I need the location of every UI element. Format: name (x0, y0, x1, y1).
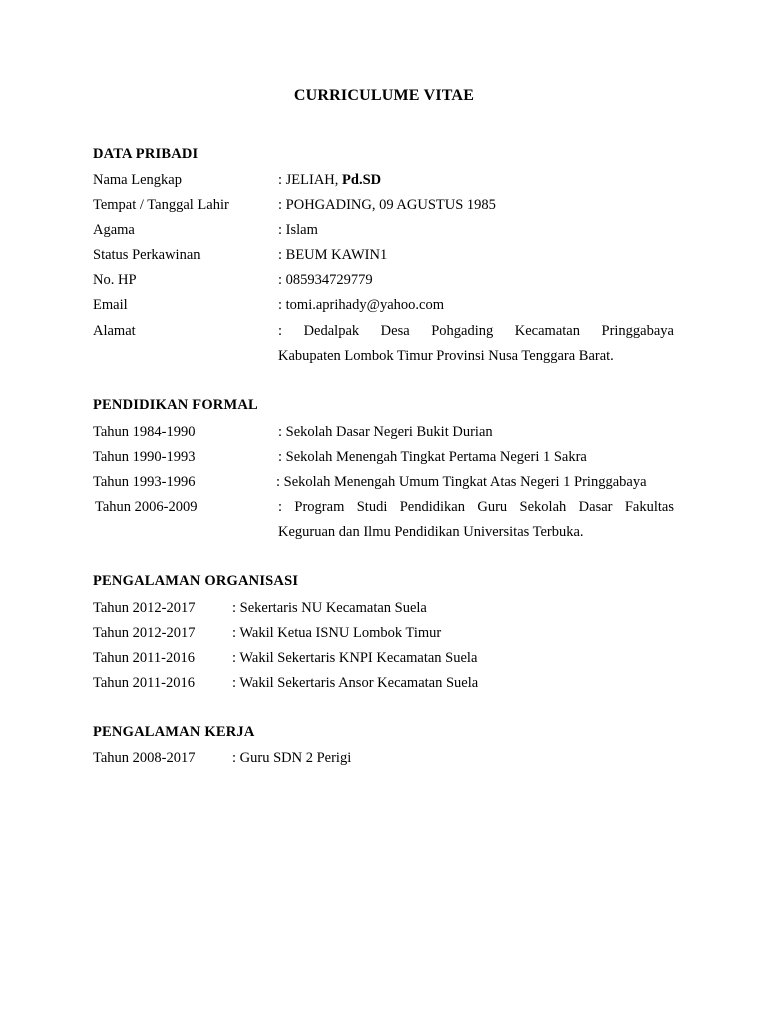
section-heading-data-pribadi: DATA PRIBADI (93, 146, 199, 162)
label-hp: No. HP (93, 272, 137, 288)
value-pendidikan-4-cont: Keguruan dan Ilmu Pendidikan Universitas Terbuka. (278, 524, 584, 540)
label-status: Status Perkawinan (93, 247, 201, 263)
value-nama-text: : JELIAH, (278, 172, 343, 188)
label-email: Email (93, 297, 128, 313)
label-pendidikan-1: Tahun 1984-1990 (93, 424, 196, 440)
value-pendidikan-4: : Program Studi Pendidikan Guru Sekolah Dasar Fakultas (278, 499, 674, 515)
value-organisasi-3: : Wakil Sekertaris KNPI Kecamatan Suela (232, 650, 478, 666)
value-nama-degree: Pd.SD (342, 172, 382, 188)
value-pendidikan-3: : Sekolah Menengah Umum Tingkat Atas Negeri 1 Pringgabaya (276, 474, 647, 490)
value-pendidikan-1: : Sekolah Dasar Negeri Bukit Durian (278, 424, 493, 440)
label-alamat: Alamat (93, 323, 136, 339)
section-heading-kerja: PENGALAMAN KERJA (93, 724, 255, 740)
label-nama: Nama Lengkap (93, 172, 182, 188)
value-nama (278, 170, 381, 190)
section-heading-pendidikan: PENDIDIKAN FORMAL (93, 397, 258, 413)
value-organisasi-4: : Wakil Sekertaris Ansor Kecamatan Suela (232, 675, 479, 691)
value-organisasi-1: : Sekertaris NU Kecamatan Suela (232, 600, 427, 616)
label-kerja-1: Tahun 2008-2017 (93, 750, 196, 766)
label-pendidikan-4: Tahun 2006-2009 (95, 499, 198, 515)
label-pendidikan-2: Tahun 1990-1993 (93, 449, 196, 465)
value-kerja-1: : Guru SDN 2 Perigi (232, 750, 352, 766)
label-organisasi-4: Tahun 2011-2016 (93, 675, 195, 691)
value-alamat-cont: Kabupaten Lombok Timur Provinsi Nusa Tenggara Barat. (278, 348, 614, 364)
label-agama: Agama (93, 222, 135, 238)
page-title: CURRICULUME VITAE (293, 87, 475, 104)
label-organisasi-2: Tahun 2012-2017 (93, 625, 196, 641)
label-organisasi-1: Tahun 2012-2017 (93, 600, 196, 616)
label-pendidikan-3: Tahun 1993-1996 (93, 474, 196, 490)
label-ttl: Tempat / Tanggal Lahir (93, 197, 229, 213)
value-agama: : Islam (278, 222, 318, 238)
value-pendidikan-2: : Sekolah Menengah Tingkat Pertama Negeri 1 Sakra (278, 449, 587, 465)
value-organisasi-2: : Wakil Ketua ISNU Lombok Timur (232, 625, 442, 641)
value-email: : tomi.aprihady@yahoo.com (278, 297, 444, 313)
value-hp: : 085934729779 (278, 272, 373, 288)
section-heading-organisasi: PENGALAMAN ORGANISASI (93, 573, 299, 589)
value-alamat: : Dedalpak Desa Pohgading Kecamatan Pringgabaya (278, 323, 674, 339)
value-status: : BEUM KAWIN1 (278, 247, 388, 263)
value-ttl: : POHGADING, 09 AGUSTUS 1985 (278, 197, 496, 213)
label-organisasi-3: Tahun 2011-2016 (93, 650, 195, 666)
